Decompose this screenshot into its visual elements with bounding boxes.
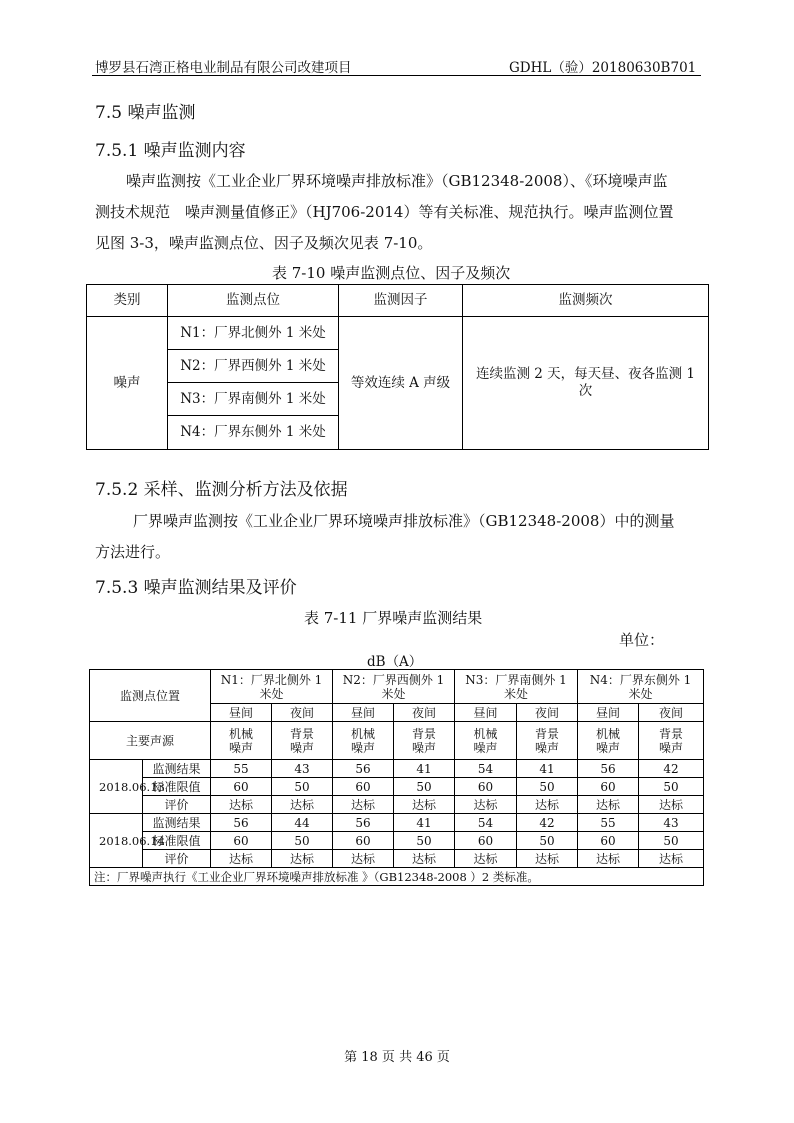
limit-cell: 50 [394, 832, 455, 850]
limit-cell: 60 [211, 832, 272, 850]
evaluation-cell: 达标 [272, 796, 333, 814]
point-header: N2：厂界西侧外 1 米处 [333, 670, 455, 704]
row-label: 评价 [143, 850, 211, 868]
evaluation-cell: 达标 [394, 796, 455, 814]
limit-cell: 50 [394, 778, 455, 796]
source-cell: 机械噪声 [578, 722, 639, 760]
point-cell: N2：厂界西侧外 1 米处 [168, 350, 339, 383]
row-label: 评价 [143, 796, 211, 814]
point-cell: N1：厂界北侧外 1 米处 [168, 317, 339, 350]
result-cell: 43 [272, 760, 333, 778]
result-cell: 41 [517, 760, 578, 778]
source-cell: 背景噪声 [639, 722, 704, 760]
evaluation-cell: 达标 [517, 850, 578, 868]
evaluation-cell: 达标 [455, 796, 517, 814]
result-cell: 54 [455, 760, 517, 778]
source-cell: 机械噪声 [455, 722, 517, 760]
period-cell: 夜间 [272, 704, 333, 722]
table-note: 注：厂界噪声执行《工业企业厂界环境噪声排放标准 》（GB12348-2008 ）2 类标准。 [90, 868, 704, 886]
point-cell: N4：厂界东侧外 1 米处 [168, 416, 339, 450]
result-cell: 44 [272, 814, 333, 832]
result-cell: 56 [333, 760, 394, 778]
unit-value: dB（A） [367, 654, 423, 670]
limit-cell: 50 [272, 832, 333, 850]
limit-cell: 50 [639, 832, 704, 850]
category-cell: 噪声 [87, 317, 168, 450]
header-report-number: GDHL（验）20180630B701 [509, 60, 697, 76]
result-cell: 56 [333, 814, 394, 832]
evaluation-cell: 达标 [639, 850, 704, 868]
point-header: N1：厂界北侧外 1 米处 [211, 670, 333, 704]
noise-results-table [89, 669, 704, 886]
date-cell: 2018.06.13 [90, 760, 143, 814]
point-cell: N3：厂界南侧外 1 米处 [168, 383, 339, 416]
limit-cell: 60 [211, 778, 272, 796]
result-cell: 41 [394, 760, 455, 778]
source-header: 主要声源 [90, 722, 211, 760]
evaluation-cell: 达标 [639, 796, 704, 814]
row-label: 标准限值 [143, 832, 211, 850]
evaluation-cell: 达标 [333, 796, 394, 814]
limit-cell: 60 [333, 778, 394, 796]
period-cell: 昼间 [211, 704, 272, 722]
frequency-cell: 连续监测 2 天，每天昼、夜各监测 1 次 [463, 317, 709, 450]
period-cell: 昼间 [455, 704, 517, 722]
evaluation-cell: 达标 [211, 796, 272, 814]
period-cell: 昼间 [578, 704, 639, 722]
result-cell: 56 [211, 814, 272, 832]
factor-cell: 等效连续 A 声级 [339, 317, 463, 450]
table-caption: 表 7-11 厂界噪声监测结果 [304, 609, 483, 627]
paragraph-line: 方法进行。 [95, 543, 171, 561]
location-header: 监测点位置 [90, 670, 211, 722]
period-cell: 昼间 [333, 704, 394, 722]
paragraph-line: 厂界噪声监测按《工业企业厂界环境噪声排放标准》（GB12348-2008）中的测量 [133, 512, 675, 530]
source-cell: 背景噪声 [517, 722, 578, 760]
paragraph-line: 噪声监测按《工业企业厂界环境噪声排放标准》（GB12348-2008）、《环境噪声监 [126, 172, 668, 190]
result-cell: 42 [517, 814, 578, 832]
evaluation-cell: 达标 [211, 850, 272, 868]
subsection-title-3: 7.5.3 噪声监测结果及评价 [95, 578, 297, 598]
evaluation-cell: 达标 [394, 850, 455, 868]
result-cell: 56 [578, 760, 639, 778]
period-cell: 夜间 [394, 704, 455, 722]
limit-cell: 60 [578, 832, 639, 850]
result-cell: 54 [455, 814, 517, 832]
limit-cell: 50 [517, 832, 578, 850]
point-header: N3：厂界南侧外 1 米处 [455, 670, 578, 704]
result-cell: 43 [639, 814, 704, 832]
result-cell: 55 [578, 814, 639, 832]
source-cell: 背景噪声 [272, 722, 333, 760]
table-caption: 表 7-10 噪声监测点位、因子及频次 [272, 264, 511, 282]
evaluation-cell: 达标 [272, 850, 333, 868]
source-cell: 机械噪声 [333, 722, 394, 760]
evaluation-cell: 达标 [578, 850, 639, 868]
limit-cell: 60 [333, 832, 394, 850]
paragraph-line: 见图 3-3，噪声监测点位、因子及频次见表 7-10。 [95, 234, 433, 252]
evaluation-cell: 达标 [455, 850, 517, 868]
subsection-title-2: 7.5.2 采样、监测分析方法及依据 [95, 480, 348, 500]
evaluation-cell: 达标 [517, 796, 578, 814]
paragraph-line: 测技术规范 噪声测量值修正》（HJ706-2014）等有关标准、规范执行。噪声监测位置 [95, 203, 674, 221]
header-project-name: 博罗县石湾正格电业制品有限公司改建项目 [95, 60, 352, 76]
evaluation-cell: 达标 [333, 850, 394, 868]
limit-cell: 50 [639, 778, 704, 796]
column-header: 监测因子 [339, 285, 463, 317]
period-cell: 夜间 [639, 704, 704, 722]
result-cell: 42 [639, 760, 704, 778]
column-header: 监测频次 [463, 285, 709, 317]
header-rule [92, 75, 701, 76]
date-cell: 2018.06.14 [90, 814, 143, 868]
limit-cell: 60 [455, 778, 517, 796]
page-number: 第 18 页 共 46 页 [344, 1050, 450, 1065]
limit-cell: 60 [455, 832, 517, 850]
monitoring-plan-table [86, 284, 709, 450]
result-cell: 41 [394, 814, 455, 832]
row-label: 标准限值 [143, 778, 211, 796]
subsection-title-1: 7.5.1 噪声监测内容 [95, 141, 246, 161]
column-header: 类别 [87, 285, 168, 317]
row-label: 监测结果 [143, 814, 211, 832]
source-cell: 背景噪声 [394, 722, 455, 760]
evaluation-cell: 达标 [578, 796, 639, 814]
result-cell: 55 [211, 760, 272, 778]
row-label: 监测结果 [143, 760, 211, 778]
section-title: 7.5 噪声监测 [95, 103, 196, 123]
limit-cell: 50 [272, 778, 333, 796]
limit-cell: 50 [517, 778, 578, 796]
column-header: 监测点位 [168, 285, 339, 317]
period-cell: 夜间 [517, 704, 578, 722]
limit-cell: 60 [578, 778, 639, 796]
unit-label: 单位： [619, 631, 665, 649]
source-cell: 机械噪声 [211, 722, 272, 760]
point-header: N4：厂界东侧外 1 米处 [578, 670, 704, 704]
